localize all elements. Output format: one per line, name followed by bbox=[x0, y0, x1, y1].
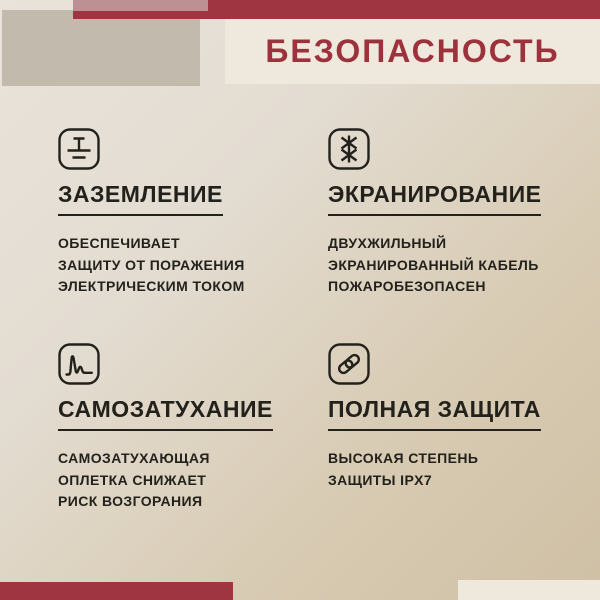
description-line: ЗАЩИТЫ IPX7 bbox=[328, 471, 433, 488]
description-line: ЗАЩИТУ ОТ ПОРАЖЕНИЯ bbox=[58, 256, 245, 273]
description-line: САМОЗАТУХАЮЩАЯ bbox=[58, 450, 210, 466]
header-title-panel bbox=[225, 19, 600, 84]
feature-description bbox=[328, 448, 580, 491]
description-line: ДВУХЖИЛЬНЫЙ bbox=[328, 235, 447, 251]
description-line: ЭКРАНИРОВАННЫЙ КАБЕЛЬ bbox=[328, 256, 539, 273]
footer-cream-block bbox=[458, 580, 600, 600]
description-line: ОПЛЕТКА СНИЖАЕТ bbox=[58, 471, 207, 488]
feature-title: ПОЛНАЯ ЗАЩИТА bbox=[328, 397, 541, 431]
feature-shielding bbox=[328, 128, 580, 298]
description-line: ОБЕСПЕЧИВАЕТ bbox=[58, 235, 180, 251]
feature-title: ЗАЗЕМЛЕНИЕ bbox=[58, 182, 223, 216]
feature-grounding bbox=[58, 128, 310, 298]
description-line: ВЫСОКАЯ СТЕПЕНЬ bbox=[328, 450, 479, 466]
waveform-peak-icon bbox=[58, 343, 100, 385]
description-line: ПОЖАРОБЕЗОПАСЕН bbox=[328, 278, 486, 294]
feature-title: САМОЗАТУХАНИЕ bbox=[58, 397, 273, 431]
feature-description bbox=[58, 448, 310, 513]
grounding-icon bbox=[58, 128, 100, 170]
feature-title: ЭКРАНИРОВАНИЕ bbox=[328, 182, 541, 216]
page-title: БЕЗОПАСНОСТЬ bbox=[265, 33, 560, 69]
chain-link-icon bbox=[328, 343, 370, 385]
feature-self-extinguishing bbox=[58, 343, 310, 513]
feature-full-protection bbox=[328, 343, 580, 491]
feature-description bbox=[58, 233, 310, 298]
description-line: ЭЛЕКТРИЧЕСКИМ ТОКОМ bbox=[58, 278, 245, 294]
header-taupe-block bbox=[2, 10, 200, 86]
description-line: РИСК ВОЗГОРАНИЯ bbox=[58, 493, 203, 509]
mesh-shield-icon bbox=[328, 128, 370, 170]
feature-description bbox=[328, 233, 580, 298]
header-pink-accent bbox=[73, 0, 208, 11]
footer-red-bar bbox=[0, 582, 233, 600]
